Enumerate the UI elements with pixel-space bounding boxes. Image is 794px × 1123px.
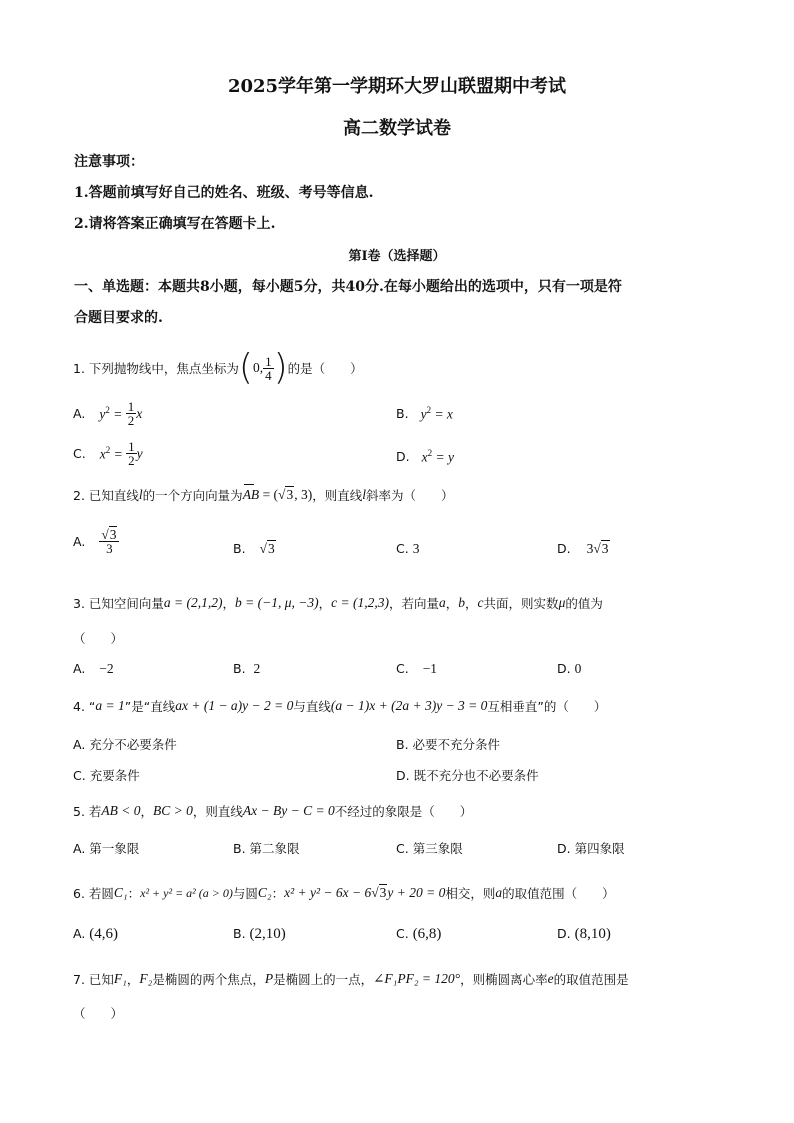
math-expression: Ax − By − C = 0	[242, 803, 335, 818]
math-expression: a = 1	[95, 698, 125, 713]
option-text: (4,6)	[89, 926, 119, 942]
question-3-option-b[interactable]	[233, 661, 260, 677]
question-2-option-c[interactable]	[396, 541, 419, 557]
option-label: B.	[233, 541, 246, 556]
option-text: (8,10)	[574, 926, 611, 942]
math-expression: BC > 0	[153, 803, 193, 818]
fraction	[263, 355, 274, 382]
question-text: 与圆	[232, 886, 258, 901]
option-label: D.	[557, 661, 571, 676]
math-expression: = (√3, 3)	[259, 487, 313, 502]
math-expression: x² + y² − 6x − 6	[284, 885, 372, 900]
numerator: 1	[265, 353, 272, 369]
option-text: 第二象限	[249, 841, 300, 856]
option-label: B.	[396, 737, 409, 752]
math-variable: a	[439, 595, 446, 610]
math-expression: x	[136, 405, 143, 421]
exam-subtitle: 高二数学试卷	[343, 118, 451, 139]
denominator: 4	[265, 367, 272, 383]
note-item: 2.请将答案正确填写在答题卡上.	[74, 216, 276, 232]
question-3-option-c[interactable]	[396, 661, 437, 677]
option-label: A.	[73, 841, 86, 856]
option-label: B.	[233, 926, 246, 941]
math-value: 0	[252, 360, 260, 375]
question-text: 7. 已知	[73, 972, 114, 987]
question-text: 1. 下列抛物线中，焦点坐标为	[73, 361, 239, 376]
option-text: −2	[99, 661, 114, 676]
question-6-stem: 6. 若圆 C₁ ： x² + y² = a² (a > 0) 与圆 C₂ ： x² + y² − 6x − 6 √3 y + 20 = 0 相交，则 a 的取值范围（ ）	[73, 885, 615, 901]
option-text: 2	[253, 661, 261, 676]
option-label: D.	[557, 926, 571, 941]
question-4-stem	[73, 697, 606, 715]
part-title: 第Ⅰ卷（选择题）	[348, 249, 446, 264]
question-text: 5. 若	[73, 804, 102, 819]
vector-b: b = (−1, μ, −3)	[235, 595, 319, 610]
math-expression: 3√3	[586, 541, 609, 556]
question-1-option-c[interactable]	[73, 440, 143, 467]
question-text: 不经过的象限是（ ）	[334, 804, 473, 819]
vector-a: a = (2,1,2)	[163, 595, 223, 610]
question-text: ，则直线	[192, 804, 243, 819]
question-7-paren: （ ）	[73, 1006, 124, 1021]
question-6-option-b[interactable]	[233, 926, 286, 943]
question-text: 的一个方向向量为	[142, 488, 243, 503]
math-expression: $y^2$ =	[99, 404, 126, 422]
vector-c: c = (1,2,3)	[331, 595, 389, 610]
point-p: P	[264, 971, 274, 986]
math-variable: e	[547, 971, 554, 986]
question-5-option-c[interactable]	[396, 839, 463, 857]
option-text: (2,10)	[249, 926, 286, 942]
option-label: A.	[73, 534, 86, 549]
option-label: A.	[73, 406, 86, 421]
question-text: 6. 若圆	[73, 886, 114, 901]
math-expression: √3	[259, 541, 275, 556]
option-text: 充要条件	[89, 768, 140, 783]
question-text: 的取值范围（ ）	[502, 886, 615, 901]
question-1-stem	[73, 343, 363, 393]
circle-c2-label: C₂	[257, 885, 272, 900]
question-2-option-d[interactable]	[557, 541, 610, 557]
math-expression: y + 20 = 0	[387, 885, 446, 900]
question-3-stem: 3. 已知空间向量 a = (2,1,2) ， b = (−1, μ, −3) ， c = (1,2,3) ，若向量 a ， b ， c 共面，则实数 μ 的值为	[73, 595, 603, 611]
math-expression: $x^2 = y$	[421, 448, 454, 465]
notes-heading: 注意事项：	[74, 154, 144, 170]
option-text: 既不充分也不必要条件	[413, 768, 539, 783]
option-label: C.	[396, 926, 409, 941]
option-label: A.	[73, 661, 86, 676]
option-text: −1	[422, 661, 438, 676]
math-expression: x² + y² = a² (a > 0)	[140, 885, 233, 900]
math-expression: ∠F₁PF₂ = 120°	[373, 971, 461, 986]
question-6-option-a[interactable]	[73, 926, 118, 943]
option-text: 3	[412, 541, 420, 556]
math-variable: l	[138, 487, 143, 502]
question-text: 的是（ ）	[287, 361, 363, 376]
paren-right: )	[273, 347, 288, 388]
vector-ab: AB	[242, 487, 260, 502]
option-text: 第一象限	[89, 841, 140, 856]
option-text: 必要不充分条件	[412, 737, 501, 752]
option-text: 0	[574, 661, 582, 676]
question-text: 共面，则实数	[483, 596, 559, 611]
math-expression: AB < 0	[101, 803, 141, 818]
question-6-option-d[interactable]	[557, 926, 611, 943]
question-text: 互相垂直”的（ ）	[487, 699, 607, 714]
option-label: B.	[396, 406, 409, 422]
question-5-option-d[interactable]	[557, 839, 625, 857]
fraction: $\frac{√3}{3}$	[99, 528, 119, 555]
question-text: 是椭圆的两个焦点，	[152, 972, 265, 987]
math-expression: $y^2 = x$	[420, 405, 453, 422]
section-instruction-line2: 合题目要求的.	[74, 310, 163, 326]
question-1-option-a[interactable]	[73, 400, 142, 427]
question-5-option-b[interactable]	[233, 839, 300, 857]
question-2-option-b[interactable]	[233, 541, 276, 557]
question-text: 与直线	[293, 699, 331, 714]
question-text: 的取值范围是	[553, 972, 629, 987]
option-label: C.	[396, 661, 409, 676]
question-7-stem: 7. 已知 F₁ ， F₂ 是椭圆的两个焦点， P 是椭圆上的一点， ∠F₁PF₂ = 120° ，则椭圆离心率 e 的取值范围是	[73, 971, 629, 987]
question-5-option-a[interactable]	[73, 839, 139, 857]
fraction: $\frac{1}{2}$	[127, 399, 135, 428]
option-label: D.	[396, 768, 410, 783]
question-2-option-a[interactable]	[73, 528, 119, 555]
option-label: D.	[557, 841, 571, 856]
focus-f2: F₂	[139, 971, 153, 986]
question-text: ，若向量	[389, 596, 440, 611]
option-text: 充分不必要条件	[89, 737, 177, 752]
question-text: ，则直线	[312, 488, 363, 503]
option-label: C.	[396, 841, 409, 856]
math-expression: (a − 1)x + (2a + 3)y − 3 = 0	[330, 698, 488, 713]
option-label: A.	[73, 737, 86, 752]
question-3-option-a[interactable]	[73, 661, 114, 677]
option-label: C.	[73, 446, 86, 461]
math-variable: l	[362, 487, 366, 502]
question-3-paren: （ ）	[73, 631, 124, 646]
math-variable: c	[477, 595, 484, 610]
question-text: 相交，则	[445, 886, 496, 901]
option-label: C.	[73, 768, 86, 783]
exam-title: 2025学年第一学期环大罗山联盟期中考试	[227, 76, 567, 97]
question-4-option-b[interactable]	[396, 735, 500, 753]
math-expression: $x^2$ =	[99, 444, 127, 462]
option-label: A.	[73, 926, 86, 941]
math-expression: √3	[371, 885, 387, 900]
option-label: B.	[233, 841, 246, 856]
math-expression: ax + (1 − a)y − 2 = 0	[175, 698, 294, 713]
section-instruction-line1: 一、单选题：本题共8小题，每小题5分，共40分.在每小题给出的选项中，只有一项是符	[74, 279, 622, 295]
question-3-option-d[interactable]	[557, 661, 581, 677]
question-text: ，则椭圆离心率	[460, 972, 548, 987]
circle-c1-label: C₁	[113, 885, 128, 900]
question-text: 的值为	[565, 596, 603, 611]
math-variable: b	[458, 595, 466, 610]
math-variable: a	[495, 885, 503, 900]
question-1-option-d[interactable]	[396, 448, 454, 466]
paren-left: (	[238, 347, 253, 388]
question-text: ”是“直线	[124, 699, 176, 714]
question-1-option-b[interactable]	[396, 405, 453, 423]
focus-f1: F₁	[113, 971, 127, 986]
option-label: D.	[557, 541, 571, 556]
option-text: 第四象限	[574, 841, 625, 856]
question-text: 斜率为（ ）	[366, 488, 454, 503]
note-item: 1.答题前填写好自己的姓名、班级、考号等信息.	[74, 185, 374, 201]
option-text: (6,8)	[412, 926, 442, 942]
question-4-option-d[interactable]	[396, 766, 539, 784]
question-text: 4. “	[73, 698, 96, 714]
option-text: 第三象限	[412, 841, 463, 856]
question-text: 3. 已知空间向量	[73, 596, 164, 611]
comma: ,	[259, 360, 264, 375]
option-label: C.	[396, 541, 409, 556]
math-variable: μ	[558, 595, 566, 610]
question-4-option-a[interactable]	[73, 735, 177, 753]
question-6-option-c[interactable]	[396, 926, 441, 943]
option-label: D.	[396, 449, 410, 465]
question-4-option-c[interactable]	[73, 766, 140, 784]
question-5-stem: 5. 若 AB < 0 ， BC > 0 ，则直线 Ax − By − C = 0 不经过的象限是（ ）	[73, 803, 473, 819]
math-expression: y	[136, 445, 143, 461]
question-text: 2. 已知直线	[73, 488, 139, 503]
option-label: B.	[233, 661, 246, 676]
fraction: $\frac{1}{2}$	[128, 439, 135, 468]
question-2-stem	[73, 486, 454, 504]
question-text: 是椭圆上的一点，	[273, 972, 374, 987]
